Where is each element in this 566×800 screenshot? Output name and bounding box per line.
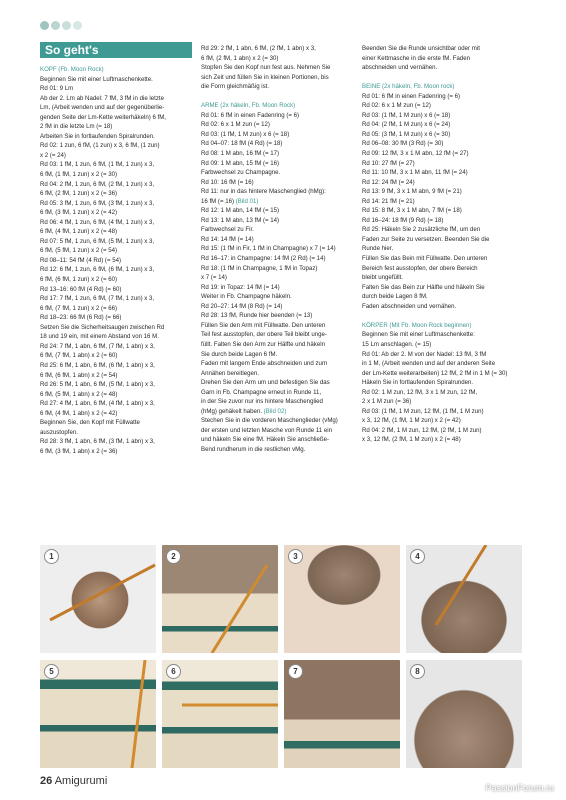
photo-2 — [162, 545, 278, 653]
line-text: Setzen Sie die Sicherheitsaugen zwischen Rd — [40, 323, 165, 331]
line-text: füllt. Falten Sie den Arm zur Hälfte und häkeln — [201, 340, 325, 348]
text-line — [40, 151, 192, 161]
text-line — [362, 216, 527, 226]
text-line — [362, 378, 527, 388]
photo-number: 8 — [410, 664, 425, 679]
line-text: 15 Lm anschlagen. (= 15) — [362, 340, 432, 348]
line-text: einer Kettmasche in die erste fM. Faden — [362, 54, 471, 62]
line-text: Beginnen Sie, den Kopf mit Füllwatte — [40, 419, 140, 427]
line-text: KOPF (Fb. Moon Rock) — [40, 66, 104, 73]
line-text: Lm, (Arbeit wenden und auf der gegenüberlie- — [40, 104, 165, 112]
line-text: Rd 09: 12 fM, 3 x 1 M abn, 12 fM (= 27) — [362, 150, 469, 158]
page-footer — [40, 775, 107, 787]
column-2 — [201, 44, 353, 455]
text-line — [40, 351, 192, 361]
line-text: Rd 09: 1 M abn, 15 fM (= 16) — [201, 159, 280, 167]
text-line — [362, 225, 527, 235]
photo-number: 7 — [288, 664, 303, 679]
section-heading — [40, 65, 192, 75]
text-line — [40, 323, 192, 333]
line-text: x 3, 12 fM, (2 fM, 1 M zun) x 2 (= 48) — [362, 436, 461, 444]
text-line — [362, 149, 527, 159]
text-line — [40, 380, 192, 390]
photo-number: 3 — [288, 549, 303, 564]
column-1 — [40, 65, 192, 456]
line-text: Rd 03: (1 fM, 1 M zun) x 6 (= 18) — [362, 111, 451, 119]
text-line — [362, 340, 527, 350]
section-heading — [201, 101, 353, 111]
text-line — [201, 378, 353, 388]
line-text: Rd 11: 10 fM, 3 x 1 M abn, 11 fM (= 24) — [362, 169, 468, 177]
text-line — [362, 388, 527, 398]
text-line — [201, 416, 353, 426]
line-text: der ersten und letzten Masche von Runde 11 ein — [201, 426, 332, 434]
line-text: Rd 13–16: 60 fM (4 Rd) (= 60) — [40, 285, 122, 293]
text-line — [362, 92, 527, 102]
column-3 — [362, 44, 527, 445]
line-text: Rd 13: 1 M abn, 13 fM (= 14) — [201, 216, 280, 224]
text-line — [201, 54, 353, 64]
line-text: x 7 (= 14) — [201, 274, 227, 282]
yarn-illustration — [40, 545, 156, 653]
text-line — [201, 82, 353, 92]
line-text: Bereich fest ausstopfen, der obere Bereich — [362, 264, 478, 272]
line-text: Rd 03: 1 fM, 1 zun, 6 fM, (1 fM, 1 zun) x 3, — [40, 161, 155, 169]
text-line — [201, 397, 353, 407]
line-text: der Lm-Kette weiterarbeiten) 12 fM, 2 fM in 1 M (= 30) — [362, 369, 508, 377]
line-text: Rd 02: 6 x 1 M zun (= 12) — [201, 121, 270, 129]
line-text: 6 fM, (6 fM, 1 abn) x 2 (= 54) — [40, 371, 118, 379]
text-line — [201, 283, 353, 293]
photo-3 — [284, 545, 400, 653]
photo-1 — [40, 545, 156, 653]
line-text: Häkeln Sie in fortlaufenden Spiralrunden. — [362, 379, 474, 387]
text-line — [40, 256, 192, 266]
line-text: Rd 03: (1 fM, 1 M zun) x 6 (= 18) — [201, 130, 290, 138]
text-line — [40, 208, 192, 218]
text-line — [40, 437, 192, 447]
line-text: Rd 15: 8 fM, 3 x 1 M abn, 7 fM (= 18) — [362, 207, 462, 215]
text-line — [362, 101, 527, 111]
photo-number: 5 — [44, 664, 59, 679]
line-text: Rd 28: 3 fM, 1 abn, 6 fM, (3 fM, 1 abn) x 3, — [40, 438, 155, 446]
text-line — [201, 254, 353, 264]
text-line — [201, 407, 353, 417]
text-line — [201, 130, 353, 140]
text-line — [362, 187, 527, 197]
photo-8 — [406, 660, 522, 768]
line-text: und häkeln Sie eine fM. Häkeln Sie anschließe- — [201, 436, 330, 444]
photo-4 — [406, 545, 522, 653]
section-dots — [40, 21, 82, 30]
line-text — [362, 312, 364, 319]
text-line — [40, 371, 192, 381]
text-line — [362, 254, 527, 264]
line-text: BEINE (2x häkeln, Fb. Moon rock) — [362, 83, 455, 91]
line-text: Rd 25: 6 fM, 1 abn, 6 fM, (6 fM, 1 abn) x 3, — [40, 361, 155, 369]
text-line — [40, 342, 192, 352]
line-text: Garn in Fb. Champagne erneut in Runde 11, — [201, 388, 322, 396]
text-line — [40, 218, 192, 228]
photo-6 — [162, 660, 278, 768]
line-text: Rd 14: 14 fM (= 14) — [201, 235, 254, 243]
text-line — [362, 73, 527, 83]
text-line — [201, 388, 353, 398]
text-line — [40, 304, 192, 314]
text-line — [40, 409, 192, 419]
text-line — [40, 246, 192, 256]
line-text: Stechen Sie in die vorderen Maschenglieder (vMg) — [201, 417, 338, 425]
line-text: Rd 15: (1 fM in Fir, 1 fM in Champagne) x 7 (= 14) — [201, 245, 336, 253]
text-line — [201, 73, 353, 83]
line-text: 6 fM, (6 fM, 1 zun) x 2 (= 60) — [40, 276, 118, 284]
text-line — [201, 111, 353, 121]
text-line — [362, 244, 527, 254]
text-line — [201, 445, 353, 455]
text-line — [362, 302, 527, 312]
line-text: Rd 12: 1 M abn, 14 fM (= 15) — [201, 207, 280, 215]
text-line — [362, 206, 527, 216]
line-text: Rd 06–08: 30 fM (3 Rd) (= 30) — [362, 140, 444, 148]
text-line — [40, 160, 192, 170]
line-text: Rd 13: 9 fM, 3 x 1 M abn, 9 fM (= 21) — [362, 188, 462, 196]
line-text: 18 und 19 ein, mit einem Abstand von 16 M. — [40, 333, 159, 341]
line-text: Rd 25: Häkeln Sie 2 zusätzliche fM, um den — [362, 226, 481, 234]
text-line — [40, 113, 192, 123]
line-text: Rd 29: 2 fM, 1 abn, 6 fM, (2 fM, 1 abn) x 3, — [201, 45, 316, 52]
section-heading — [362, 82, 527, 92]
text-line — [362, 369, 527, 379]
image-reference: (Bild 02) — [263, 407, 287, 415]
text-line — [201, 187, 353, 197]
line-text: Faden zur Seite zu versetzen. Beenden Sie die — [362, 235, 490, 243]
line-text: Rd 01: 6 fM in einen Fadenring (= 6) — [201, 111, 300, 119]
text-line — [201, 139, 353, 149]
text-line — [201, 159, 353, 169]
text-line — [201, 168, 353, 178]
text-line — [362, 350, 527, 360]
hook-illustration — [406, 545, 522, 653]
text-line — [201, 369, 353, 379]
line-text: Rd 05: (3 fM, 1 M zun) x 6 (= 30) — [362, 130, 451, 138]
line-text: Beginnen Sie mit einer Luftmaschenkette: — [362, 331, 475, 339]
text-line — [362, 283, 527, 293]
line-text: Rd 19: in Topaz: 14 fM (= 14) — [201, 283, 280, 291]
text-line — [362, 416, 527, 426]
line-text: 6 fM, (3 fM, 1 abn) x 2 (= 36) — [40, 447, 118, 455]
line-text: Rd 04: (2 fM, 1 M zun) x 6 (= 24) — [362, 121, 451, 129]
text-line — [201, 235, 353, 245]
line-text: Farbwechsel zu Fir. — [201, 226, 254, 234]
line-text: 6 fM, (3 fM, 1 zun) x 2 (= 42) — [40, 209, 118, 217]
line-text: 2 fM in die letzte Lm (= 18) — [40, 123, 113, 131]
text-line — [362, 197, 527, 207]
line-text: Rd 27: 4 fM, 1 abn, 6 fM, (4 fM, 1 abn) x 3, — [40, 400, 155, 408]
text-line — [201, 63, 353, 73]
text-line — [362, 264, 527, 274]
line-text: Rd 02: 6 x 1 M zun (= 12) — [362, 102, 431, 110]
text-line — [40, 227, 192, 237]
text-line — [40, 122, 192, 132]
line-text: Ab der 2. Lm ab Nadel: 7 fM, 3 fM in die letzte — [40, 94, 164, 102]
line-text: ARME (2x häkeln, Fb. Moon Rock) — [201, 102, 296, 110]
line-text: Rd 08: 1 M abn, 16 fM (= 17) — [201, 150, 280, 158]
line-text: Rd 03: (1 fM, 1 M zun, 12 fM, (1 fM, 1 M zun) — [362, 407, 484, 415]
text-line — [40, 75, 192, 85]
photo-number: 6 — [166, 664, 181, 679]
text-line — [201, 311, 353, 321]
text-line — [40, 84, 192, 94]
image-reference: (Bild 01) — [235, 197, 259, 205]
line-text — [201, 93, 203, 100]
text-line — [201, 216, 353, 226]
text-line — [362, 159, 527, 169]
text-line — [40, 170, 192, 180]
line-text: genden Seite der Lm-Kette weiterhäkeln) 6 fM, — [40, 113, 167, 121]
text-line — [362, 120, 527, 130]
line-text: Rd 01: 9 Lm — [40, 85, 74, 93]
line-text: Drehen Sie den Arm um und befestigen Sie das — [201, 379, 330, 387]
line-text: Runde hier. — [362, 245, 394, 253]
line-text: 6 fM, (2 fM, 1 abn) x 2 (= 30) — [201, 54, 279, 62]
text-line — [201, 302, 353, 312]
photo-5 — [40, 660, 156, 768]
text-line — [40, 189, 192, 199]
line-text: in der Sie zuvor nur ins hintere Maschenglied — [201, 398, 323, 406]
line-text: KÖRPER (Mit Fb. Moon Rock beginnen) — [362, 321, 472, 329]
text-line — [40, 399, 192, 409]
line-text: Rd 04–07: 18 fM (4 Rd) (= 18) — [201, 140, 283, 148]
text-line — [201, 244, 353, 254]
line-text: 6 fM, (7 fM, 1 zun) x 2 (= 66) — [40, 304, 118, 312]
line-text: Weiter in Fb. Champagne häkeln. — [201, 293, 292, 301]
text-line — [362, 44, 527, 54]
text-line — [40, 313, 192, 323]
section-heading — [362, 321, 527, 331]
text-line — [201, 330, 353, 340]
line-text: Rd 18–23: 66 fM (6 Rd) (= 66) — [40, 314, 122, 322]
photo-number: 1 — [44, 549, 59, 564]
line-text: Arbeiten Sie in fortlaufenden Spiralrunden. — [40, 132, 155, 140]
photo-number: 2 — [166, 549, 181, 564]
line-text — [362, 74, 364, 81]
line-text: Rd 04: 2 fM, 1 M zun, 12 fM, (2 fM, 1 M zun) — [362, 426, 482, 434]
text-line — [40, 361, 192, 371]
line-text: 6 fM, (1 fM, 1 zun) x 2 (= 30) — [40, 171, 118, 179]
dot-3 — [62, 21, 71, 30]
line-text: Bend rundherum in die restlichen vMg. — [201, 445, 306, 453]
text-line — [362, 54, 527, 64]
text-line — [201, 359, 353, 369]
hook-illustration — [40, 660, 156, 768]
text-line — [362, 273, 527, 283]
text-line — [40, 180, 192, 190]
line-text: Farbwechsel zu Champagne. — [201, 169, 281, 177]
line-text: 2 x 1 M zun (= 36) — [362, 398, 412, 406]
line-text: Rd 16–24: 18 fM (9 Rd) (= 18) — [362, 216, 444, 224]
line-text: 6 fM, (4 fM, 1 zun) x 2 (= 48) — [40, 228, 118, 236]
line-text: Beginnen Sie mit einer Luftmaschenkette. — [40, 75, 153, 83]
text-line — [201, 435, 353, 445]
text-line — [362, 407, 527, 417]
text-line — [40, 141, 192, 151]
line-text: Rd 05: 3 fM, 1 zun, 6 fM, (3 fM, 1 zun) x 3, — [40, 199, 155, 207]
text-line — [362, 235, 527, 245]
line-text: Rd 28: 13 fM, Runde hier beenden (= 13) — [201, 312, 313, 320]
line-text: Rd 16–17: in Champagne: 14 fM (2 Rd) (= 14) — [201, 255, 326, 263]
line-text: Rd 24: 7 fM, 1 abn, 6 fM, (7 fM, 1 abn) x 3, — [40, 342, 155, 350]
text-line — [362, 311, 527, 321]
line-text: Rd 26: 5 fM, 1 abn, 6 fM, (5 fM, 1 abn) x 3, — [40, 381, 155, 389]
line-text: Rd 18: (1 fM in Champagne, 1 fM in Topaz) — [201, 264, 318, 272]
text-line — [40, 285, 192, 295]
line-text: in 1 M, (Arbeit wenden und auf der anderen Seite — [362, 360, 496, 368]
text-line — [362, 178, 527, 188]
line-text: 6 fM, (5 fM, 1 zun) x 2 (= 54) — [40, 247, 118, 255]
hook-illustration — [162, 660, 278, 768]
text-line — [40, 94, 192, 104]
line-text: Rd 12: 6 fM, 1 zun, 6 fM, (6 fM, 1 zun) x 3, — [40, 266, 155, 274]
text-line — [362, 111, 527, 121]
line-text: bleibt ungefüllt. — [362, 274, 403, 282]
line-text: x 3, 12 fM, (1 fM, 1 M zun) x 2 (= 42) — [362, 417, 461, 425]
text-line — [201, 120, 353, 130]
line-text: Rd 01: Ab der 2. M von der Nadel: 13 fM, 3 fM — [362, 350, 487, 358]
text-line — [40, 132, 192, 142]
text-line — [201, 92, 353, 102]
dot-2 — [51, 21, 60, 30]
line-text: Rd 12: 24 fM (= 24) — [362, 178, 415, 186]
text-line — [362, 168, 527, 178]
text-line — [201, 197, 353, 207]
photo-7 — [284, 660, 400, 768]
line-text: durch beide Lagen 8 fM. — [362, 293, 428, 301]
line-text: Rd 02: 1 M zun, 12 fM, 3 x 1 M zun, 12 fM, — [362, 388, 478, 396]
line-text: abschneiden und vernähen. — [362, 64, 438, 72]
text-line — [40, 332, 192, 342]
page-number: 26 — [40, 775, 53, 787]
text-line — [40, 390, 192, 400]
text-line — [362, 292, 527, 302]
watermark: PassionForum.ru — [485, 783, 554, 793]
line-text: sich Zeit und füllen Sie in kleinen Portionen, bis — [201, 73, 329, 81]
text-line — [201, 178, 353, 188]
text-line — [40, 103, 192, 113]
text-line — [201, 426, 353, 436]
text-line — [362, 435, 527, 445]
text-line — [362, 130, 527, 140]
line-text: Füllen Sie den Arm mit Füllwatte. Den unteren — [201, 321, 326, 329]
text-line — [201, 292, 353, 302]
text-line — [201, 340, 353, 350]
text-line — [201, 321, 353, 331]
text-line — [201, 273, 353, 283]
line-text: Rd 10: 16 fM (= 16) — [201, 178, 254, 186]
line-text: 16 fM (= 16) — [201, 197, 236, 205]
line-text: Rd 20–27: 14 fM (8 Rd) (= 14) — [201, 302, 283, 310]
text-line — [201, 350, 353, 360]
line-text: Faden abschneiden und vernähen. — [362, 302, 457, 310]
text-line — [362, 359, 527, 369]
dot-4 — [73, 21, 82, 30]
line-text: x 2 (= 24) — [40, 151, 66, 159]
photo-number: 4 — [410, 549, 425, 564]
line-text: Rd 02: 1 zun, 6 fM, (1 zun) x 3, 6 fM, (1 zun) — [40, 142, 160, 150]
text-line — [201, 206, 353, 216]
dot-1 — [40, 21, 49, 30]
line-text: Rd 04: 2 fM, 1 zun, 6 fM, (2 fM, 1 zun) x 3, — [40, 180, 155, 188]
line-text: Beenden Sie die Runde unsichtbar oder mit — [362, 45, 480, 52]
text-line — [201, 264, 353, 274]
line-text: Faden mit langem Ende abschneiden und zum — [201, 360, 328, 368]
line-text: Rd 11: nur in das hintere Maschenglied (hMg): — [201, 188, 326, 196]
text-line — [201, 44, 353, 54]
line-text: Füllen Sie das Bein mit Füllwatte. Den unteren — [362, 255, 488, 263]
text-line — [40, 199, 192, 209]
line-text: Rd 07: 5 fM, 1 zun, 6 fM, (5 fM, 1 zun) x 3, — [40, 237, 155, 245]
text-line — [40, 447, 192, 457]
line-text: (hMg) gehäkelt haben. — [201, 407, 264, 415]
line-text: auszustopfen. — [40, 428, 78, 436]
text-line — [40, 237, 192, 247]
line-text: 6 fM, (4 fM, 1 abn) x 2 (= 42) — [40, 409, 118, 417]
line-text: Rd 06: 4 fM, 1 zun, 6 fM, (4 fM, 1 zun) x 3, — [40, 218, 155, 226]
text-line — [40, 428, 192, 438]
text-line — [362, 426, 527, 436]
hook-illustration — [162, 545, 278, 653]
text-line — [40, 418, 192, 428]
line-text: Rd 01: 6 fM in einen Fadenring (= 6) — [362, 92, 461, 100]
text-line — [362, 63, 527, 73]
line-text: die Form gleichmäßig ist. — [201, 83, 270, 91]
text-line — [40, 265, 192, 275]
magazine-name: Amigurumi — [54, 775, 108, 787]
text-line — [40, 275, 192, 285]
line-text: 6 fM, (7 fM, 1 abn) x 2 (= 60) — [40, 352, 118, 360]
text-line — [362, 139, 527, 149]
text-line — [362, 397, 527, 407]
line-text: Rd 08–11: 54 fM (4 Rd) (= 54) — [40, 256, 122, 264]
line-text: Stopfen Sie den Kopf nun fest aus. Nehmen Sie — [201, 64, 331, 72]
line-text: Falten Sie das Bein zur Hälfte und häkeln Sie — [362, 283, 485, 291]
section-title: So geht's — [40, 42, 192, 58]
text-line — [40, 294, 192, 304]
text-line — [362, 330, 527, 340]
line-text: Rd 17: 7 fM, 1 zun, 6 fM, (7 fM, 1 zun) x 3, — [40, 295, 155, 303]
line-text: Teil fest ausstopfen, der obere Teil bleibt unge- — [201, 331, 327, 339]
line-text: Rd 14: 21 fM (= 21) — [362, 197, 415, 205]
text-line — [201, 149, 353, 159]
text-line — [201, 225, 353, 235]
line-text: 6 fM, (5 fM, 1 abn) x 2 (= 48) — [40, 390, 118, 398]
line-text: Sie durch beide Lagen 6 fM. — [201, 350, 278, 358]
line-text: Rd 10: 27 fM (= 27) — [362, 159, 415, 167]
line-text: 6 fM, (2 fM, 1 zun) x 2 (= 36) — [40, 190, 118, 198]
line-text: Annähen bereitlegen. — [201, 369, 259, 377]
